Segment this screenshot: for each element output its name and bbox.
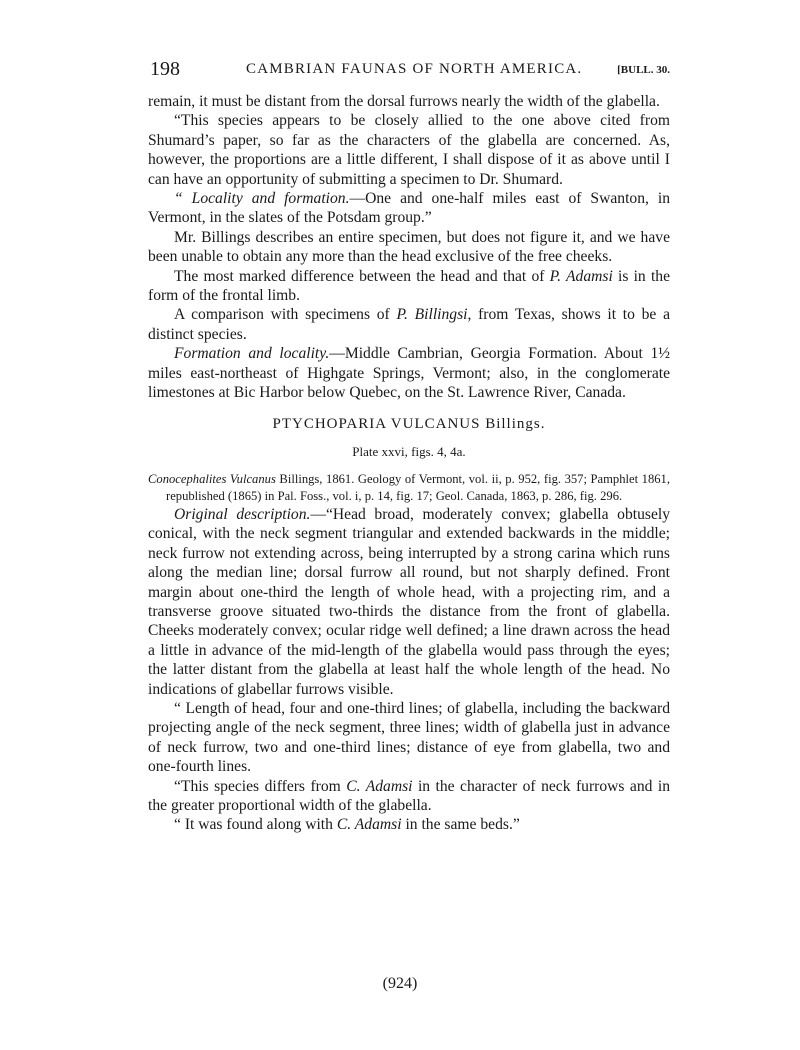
formation-paragraph — [148, 344, 670, 402]
comparison-paragraph — [148, 305, 670, 344]
comparison-text: A comparison with specimens of — [174, 306, 397, 324]
page-footer-marker: (924) — [382, 975, 418, 992]
differs-end: in the character of neck furrows and in the greater proportional width of the glabella. — [148, 777, 671, 814]
bulletin-reference: [BULL. 30. — [617, 64, 670, 76]
billings-paragraph: Mr. Billings describes an entire specimen, but does not figure it, and we have been unable to obtain any more than the head exclusive of the free cheeks. — [148, 228, 670, 266]
synonymy-entry — [148, 471, 670, 505]
original-description — [148, 505, 670, 699]
locality-paragraph — [148, 189, 670, 228]
found-end: in the same beds.” — [401, 816, 520, 834]
difference-paragraph — [148, 267, 670, 306]
comparison-end: , from Texas, shows it to be a distinct species. — [148, 306, 670, 343]
species-name: P. Adamsi — [549, 267, 613, 285]
species-name: P. Billingsi — [396, 306, 468, 324]
measurements-paragraph: “ Length of head, four and one-third lines; of glabella, including the backward projecting angle of the neck segment, three lines; width of glabella just in advance of neck furrow, two and one-third lines; distance of eye from glabella, two and one-fourth lines. — [148, 699, 670, 776]
differs-text: “This species differs from — [174, 777, 347, 795]
description-lead: Original description. — [174, 505, 311, 523]
description-text: —“Head broad, moderately convex; glabella obtusely conical, with the neck segment triangular and extended backwards in the middle; neck furrow not extending across, being interrupted by a strong carina which runs along the median line; dorsal furrow all round, but not sharply defined. Front margin about one-third the length of whole head, with a projecting rim, and a transverse groove situated two-thirds the distance from the front of glabella. Cheeks moderately convex; ocular ridge well defined; a line drawn across the head a little in advance of the mid-length of the glabella would pass through the eyes; the latter distant from the glabella at least half the whole length of the head. No indications of glabellar furrows visible. — [148, 505, 670, 698]
found-paragraph — [148, 815, 670, 834]
formation-text: —Middle Cambrian, Georgia Formation. About 1½ miles east-northeast of Highgate Springs, Vermont; also, in the conglomerate limestones at Bic Harbor below Quebec, on the St. Lawrence River, Canada. — [148, 345, 670, 402]
found-text: “ It was found along with — [174, 816, 337, 834]
running-title: CAMBRIAN FAUNAS OF NORTH AMERICA. — [246, 61, 583, 77]
species-name: C. Adamsi — [336, 816, 402, 834]
quoted-paragraph: “This species appears to be closely allied to the one above cited from Shumard’s paper, so far as the characters of the glabella are concerned. As, however, the proportions are a little different, I shall dispose of it as above until I can have an opportunity of submitting a specimen to Dr. Shumard. — [148, 112, 670, 188]
synonymy-name: Conocephalites Vulcanus — [148, 472, 276, 487]
locality-lead: “ Locality and formation. — [174, 190, 350, 208]
page-header — [150, 58, 670, 82]
differs-paragraph — [148, 777, 670, 816]
locality-text: —One and one-half miles east of Swanton, in Vermont, in the slates of the Potsdam group.” — [148, 190, 671, 227]
plate-reference: Plate xxvi, figs. 4, 4a. — [352, 443, 466, 459]
body-text — [148, 92, 670, 835]
page-number: 198 — [150, 58, 180, 80]
difference-text: The most marked difference between the head and that of — [174, 267, 550, 285]
continued-paragraph: remain, it must be distant from the dorsal furrows nearly the width of the glabella. — [148, 93, 660, 110]
species-name: C. Adamsi — [346, 777, 413, 795]
synonymy-text: Billings, 1861. Geology of Vermont, vol. ii, p. 952, fig. 357; Pamphlet 1861, republished (1865) in Pal. Foss., vol. i, p. 14, fig. 17; Geol. Canada, 1863, p. 286, fig. 296. — [166, 472, 671, 504]
species-heading: PTYCHOPARIA VULCANUS Billings. — [272, 415, 546, 432]
formation-lead: Formation and locality. — [174, 345, 330, 363]
difference-end: is in the form of the frontal limb. — [148, 267, 670, 305]
